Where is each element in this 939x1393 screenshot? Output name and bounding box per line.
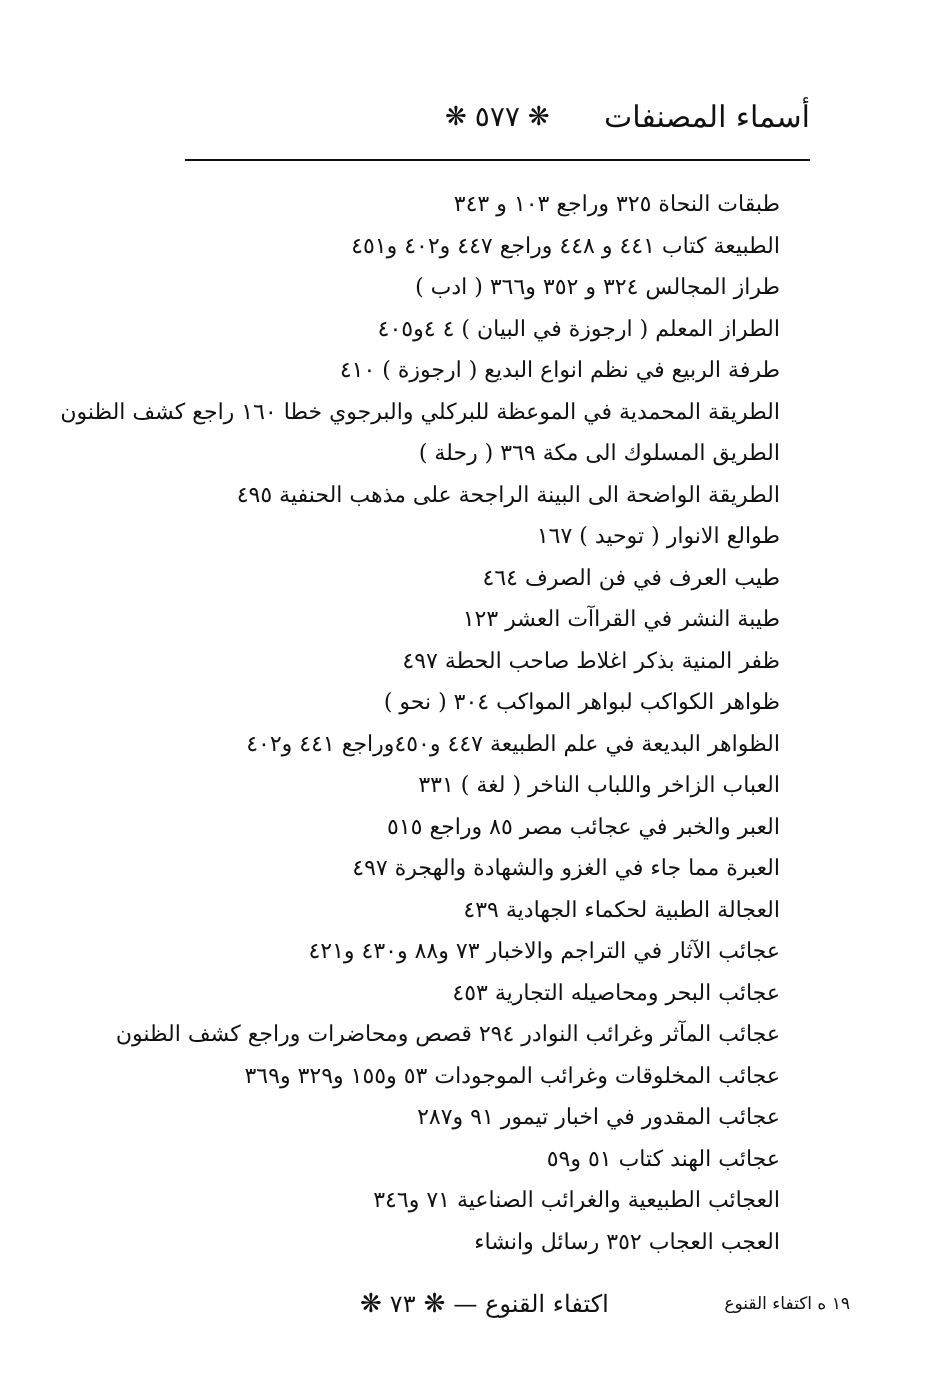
list-item: العبر والخبر في عجائب مصر ٨٥ وراجع ٥١٥ [387,814,780,840]
list-item: عجائب المآثر وغرائب النوادر ٢٩٤ قصص ومحاضرات وراجع كشف الظنون [115,1022,780,1047]
list-item: العجب العجاب ٣٥٢ رسائل وانشاء [474,1229,780,1255]
list-item: طبقات النحاة ٣٢٥ وراجع ١٠٣ و ٣٤٣ [453,192,780,217]
page-number: ٥٧٧ [474,100,520,133]
list-item: العبرة مما جاء في الغزو والشهادة والهجرة ٤٩٧ [352,856,780,881]
list-item: طيب العرف في فن الصرف ٤٦٤ [482,565,780,591]
footer-book-ref [360,1290,609,1318]
list-item: الطريق المسلوك الى مكة ٣٦٩ ( رحلة ) [418,441,780,466]
list-item: عجائب المقدور في اخبار تيمور ٩١ و٢٨٧ [417,1105,780,1130]
page-header [180,90,810,150]
list-item: طراز المجالس ٣٢٤ و ٣٥٢ و٣٦٦ ( ادب ) [415,275,780,300]
page-number-group [445,100,550,133]
header-rule [185,159,810,161]
list-item: عجائب البحر ومحاصيله التجارية ٤٥٣ [452,980,780,1006]
ornament-icon: ❋ [445,101,467,132]
list-item: طوالع الانوار ( توحيد ) ١٦٧ [536,524,780,549]
list-item: الطراز المعلم ( ارجوزة في البيان ) ٤ ٤و٤٠٥ [377,316,780,342]
ornament-icon: ❋ [360,1289,382,1319]
list-item: العجالة الطبية لحكماء الجهادية ٤٣٩ [463,897,780,923]
list-item: الظواهر البديعة في علم الطبيعة ٤٤٧ و٤٥٠وراجع ٤٤١ و٤٠٢ [246,731,780,757]
ornament-icon: ❋ [527,101,550,132]
list-item: الطريقة المحمدية في الموعظة للبركلي والبرجوي خطا ١٦٠ راجع كشف الظنون [60,399,780,425]
ornament-icon: ❋ [423,1289,446,1319]
list-item: طيبة النشر في القراآت العشر ١٢٣ [462,607,780,632]
list-item: عجائب المخلوقات وغرائب الموجودات ٥٣ و١٥٥ و٣٢٩ و٣٦٩ [244,1063,780,1089]
running-title: أسماء المصنفات [603,100,810,135]
page-footer [360,1290,850,1330]
footer-book-page: ٧٣ [389,1290,416,1318]
list-item: ظفر المنية بذكر اغلاط صاحب الحطة ٤٩٧ [402,648,780,674]
list-item: الطبيعة كتاب ٤٤١ و ٤٤٨ وراجع ٤٤٧ و٤٠٢ و٤٥١ [351,233,780,259]
list-item: ظواهر الكواكب لبواهر المواكب ٣٠٤ ( نحو ) [383,690,780,715]
list-item: عجائب الآثار في التراجم والاخبار ٧٣ و٨٨ و٤٣٠ و٤٢١ [308,939,780,964]
printer-signature: ١٩ ه اكتفاء القنوع [724,1294,850,1314]
list-item: العباب الزاخر واللباب الناخر ( لغة ) ٣٣١ [418,773,780,798]
list-item: العجائب الطبيعية والغرائب الصناعية ٧١ و٣٤٦ [373,1188,780,1213]
list-item: عجائب الهند كتاب ٥١ و٥٩ [546,1146,780,1172]
list-item: طرفة الربيع في نظم انواع البديع ( ارجوزة ) ٤١٠ [339,358,780,383]
footer-book-title: اكتفاء القنوع — [453,1290,609,1318]
list-item: الطريقة الواضحة الى البينة الراجحة على مذهب الحنفية ٤٩٥ [236,482,780,508]
entry-list [60,184,780,1263]
